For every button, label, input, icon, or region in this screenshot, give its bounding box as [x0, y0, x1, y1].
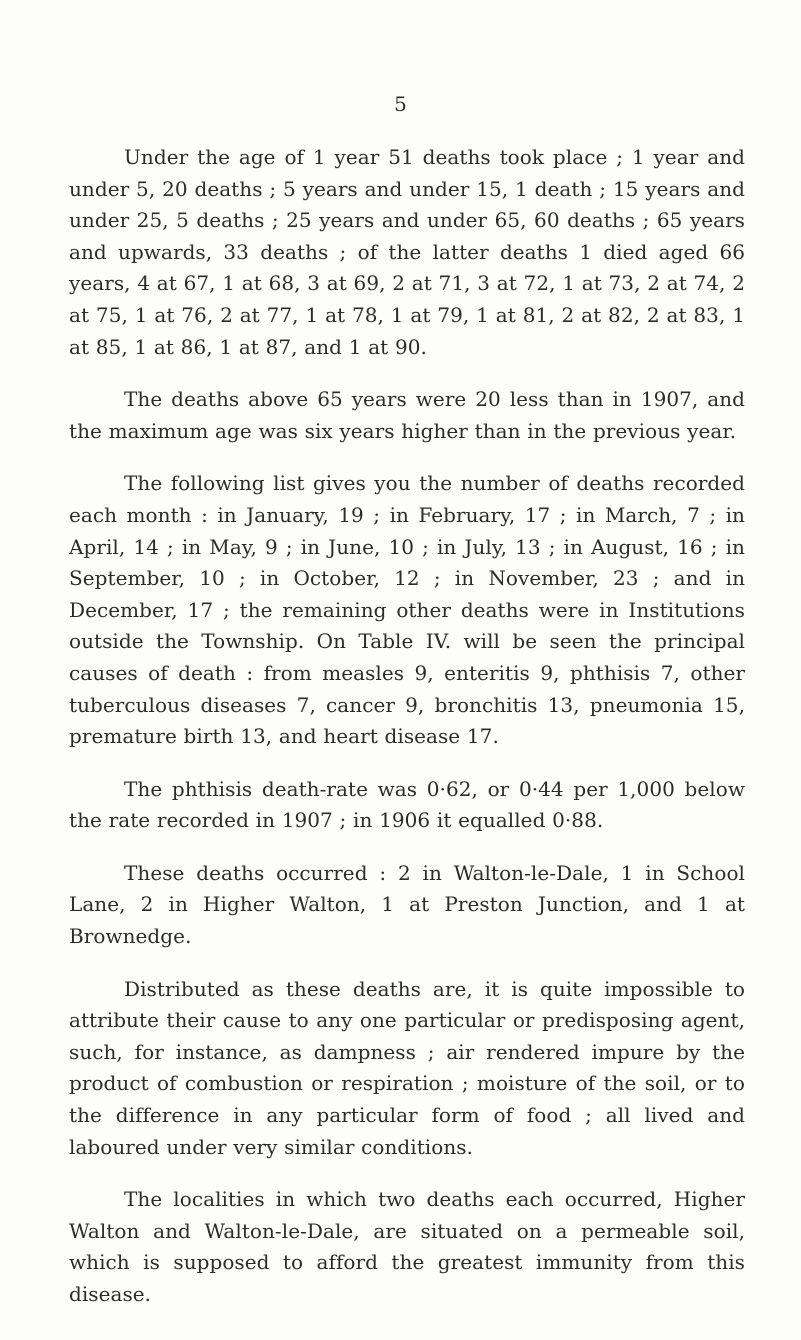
body-text [69, 142, 745, 1332]
paragraph-monthly-deaths: The following list gives you the number of deaths recorded each month : in January, 19 ; in February, 17 ; in March, 7 ; in April, 14 ; in May, 9 ; in June, 10 ; in July, 13 ; in August, 16 ; in September, 10 ; in October, 12 ; in November, 23 ; and in December, 17 ; the remaining other deaths were in Institutions outside the Township. On Table IV. will be seen the principal causes of death : from measles 9, enteritis 9, phthisis 7, other tuberculous diseases 7, cancer 9, bronchitis 13, pneumonia 15, premature birth 13, and heart disease 17. [69, 471, 745, 749]
paragraph-phthisis-rate: The phthisis death-rate was 0·62, or 0·44 per 1,000 below the rate recorded in 1907 ; in 1906 it equalled 0·88. [69, 776, 745, 833]
page-number: 5 [394, 92, 407, 116]
paragraph-comparison-1907: The deaths above 65 years were 20 less than in 1907, and the maximum age was six years higher than in the previous year. [69, 387, 745, 443]
paragraph-causes-analysis: Distributed as these deaths are, it is quite impossible to attribute their cause to any one particular or predisposing agent, such, for instance, as dampness ; air rendered impure by the product of combustion or respiration ; moisture of the soil, or to the difference in any particular form of food ; all lived and laboured under very similar conditions. [69, 976, 745, 1159]
paragraph-ages-at-death: Under the age of 1 year 51 deaths took place ; 1 year and under 5, 20 deaths ; 5 years and under 15, 1 death ; 15 years and under 25, 5 deaths ; 25 years and under 65, 60 deaths ; 65 years and upwards, 33 deaths ; of the latter deaths 1 died aged 66 years, 4 at 67, 1 at 68, 3 at 69, 2 at 71, 3 at 72, 1 at 73, 2 at 74, 2 at 75, 1 at 76, 2 at 77, 1 at 78, 1 at 79, 1 at 81, 2 at 82, 2 at 83, 1 at 85, 1 at 86, 1 at 87, and 1 at 90. [69, 145, 745, 359]
paragraph-soil-localities: The localities in which two deaths each occurred, Higher Walton and Walton-le-Dale, are situated on a permeable soil, which is supposed to afford the greatest immunity from this disease. [69, 1187, 745, 1306]
paragraph-death-locations: These deaths occurred : 2 in Walton-le-Dale, 1 in School Lane, 2 in Higher Walton, 1 at Preston Junction, and 1 at Brownedge. [69, 860, 745, 949]
